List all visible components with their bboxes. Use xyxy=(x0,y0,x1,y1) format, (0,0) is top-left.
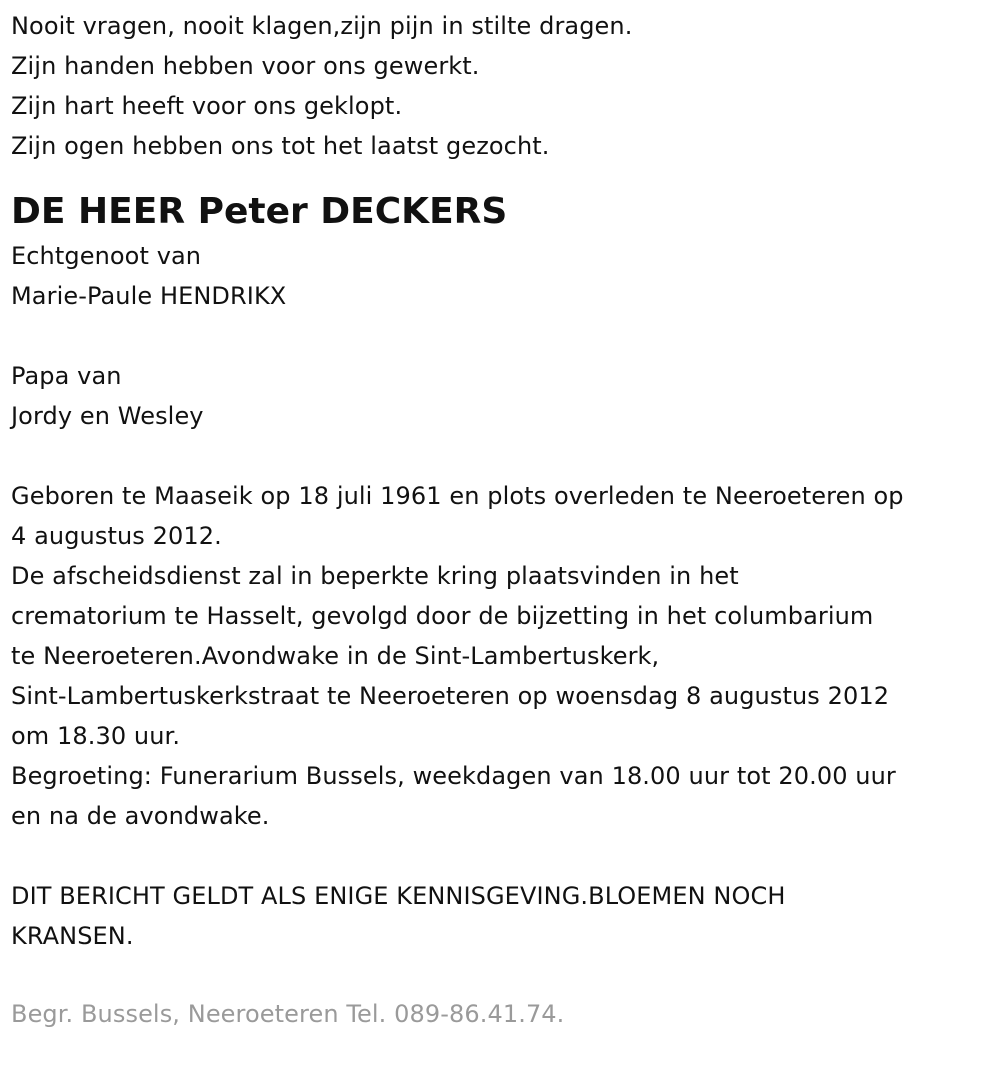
spacer xyxy=(11,436,991,476)
details-line: te Neeroeteren.Avondwake in de Sint-Lambertuskerk, xyxy=(11,642,660,670)
poem xyxy=(11,6,991,166)
poem-line: Nooit vragen, nooit klagen,zijn pijn in stilte dragen. xyxy=(11,12,633,40)
deceased-name: DE HEER Peter DECKERS xyxy=(11,191,508,232)
children-label: Papa van xyxy=(11,362,122,390)
spacer xyxy=(11,836,991,876)
notice-line: DIT BERICHT GELDT ALS ENIGE KENNISGEVING.BLOEMEN NOCH xyxy=(11,882,786,910)
details-line: en na de avondwake. xyxy=(11,802,270,830)
details-line: Begroeting: Funerarium Bussels, weekdagen van 18.00 uur tot 20.00 uur xyxy=(11,762,896,790)
notice-line: KRANSEN. xyxy=(11,922,134,950)
spouse-label: Echtgenoot van xyxy=(11,242,202,270)
details-line: Sint-Lambertuskerkstraat te Neeroeteren op woensdag 8 augustus 2012 xyxy=(11,682,890,710)
notice-block xyxy=(11,876,991,956)
details-line: 4 augustus 2012. xyxy=(11,522,222,550)
spouse-name: Marie-Paule HENDRIKX xyxy=(11,282,287,310)
poem-line: Zijn ogen hebben ons tot het laatst gezocht. xyxy=(11,132,550,160)
details-line: om 18.30 uur. xyxy=(11,722,181,750)
poem-line: Zijn hart heeft voor ons geklopt. xyxy=(11,92,403,120)
details-line: Geboren te Maaseik op 18 juli 1961 en plots overleden te Neeroeteren op xyxy=(11,482,904,510)
details-line: De afscheidsdienst zal in beperkte kring plaatsvinden in het xyxy=(11,562,739,590)
spacer xyxy=(11,316,991,356)
funeral-director-footer: Begr. Bussels, Neeroeteren Tel. 089-86.41.74. xyxy=(11,1000,565,1028)
poem-line: Zijn handen hebben voor ons gewerkt. xyxy=(11,52,480,80)
details-line: crematorium te Hasselt, gevolgd door de bijzetting in het columbarium xyxy=(11,602,874,630)
children-names: Jordy en Wesley xyxy=(11,402,204,430)
obituary-notice xyxy=(11,6,991,1034)
details-block xyxy=(11,476,991,836)
spouse-block xyxy=(11,236,991,316)
children-block xyxy=(11,356,991,436)
